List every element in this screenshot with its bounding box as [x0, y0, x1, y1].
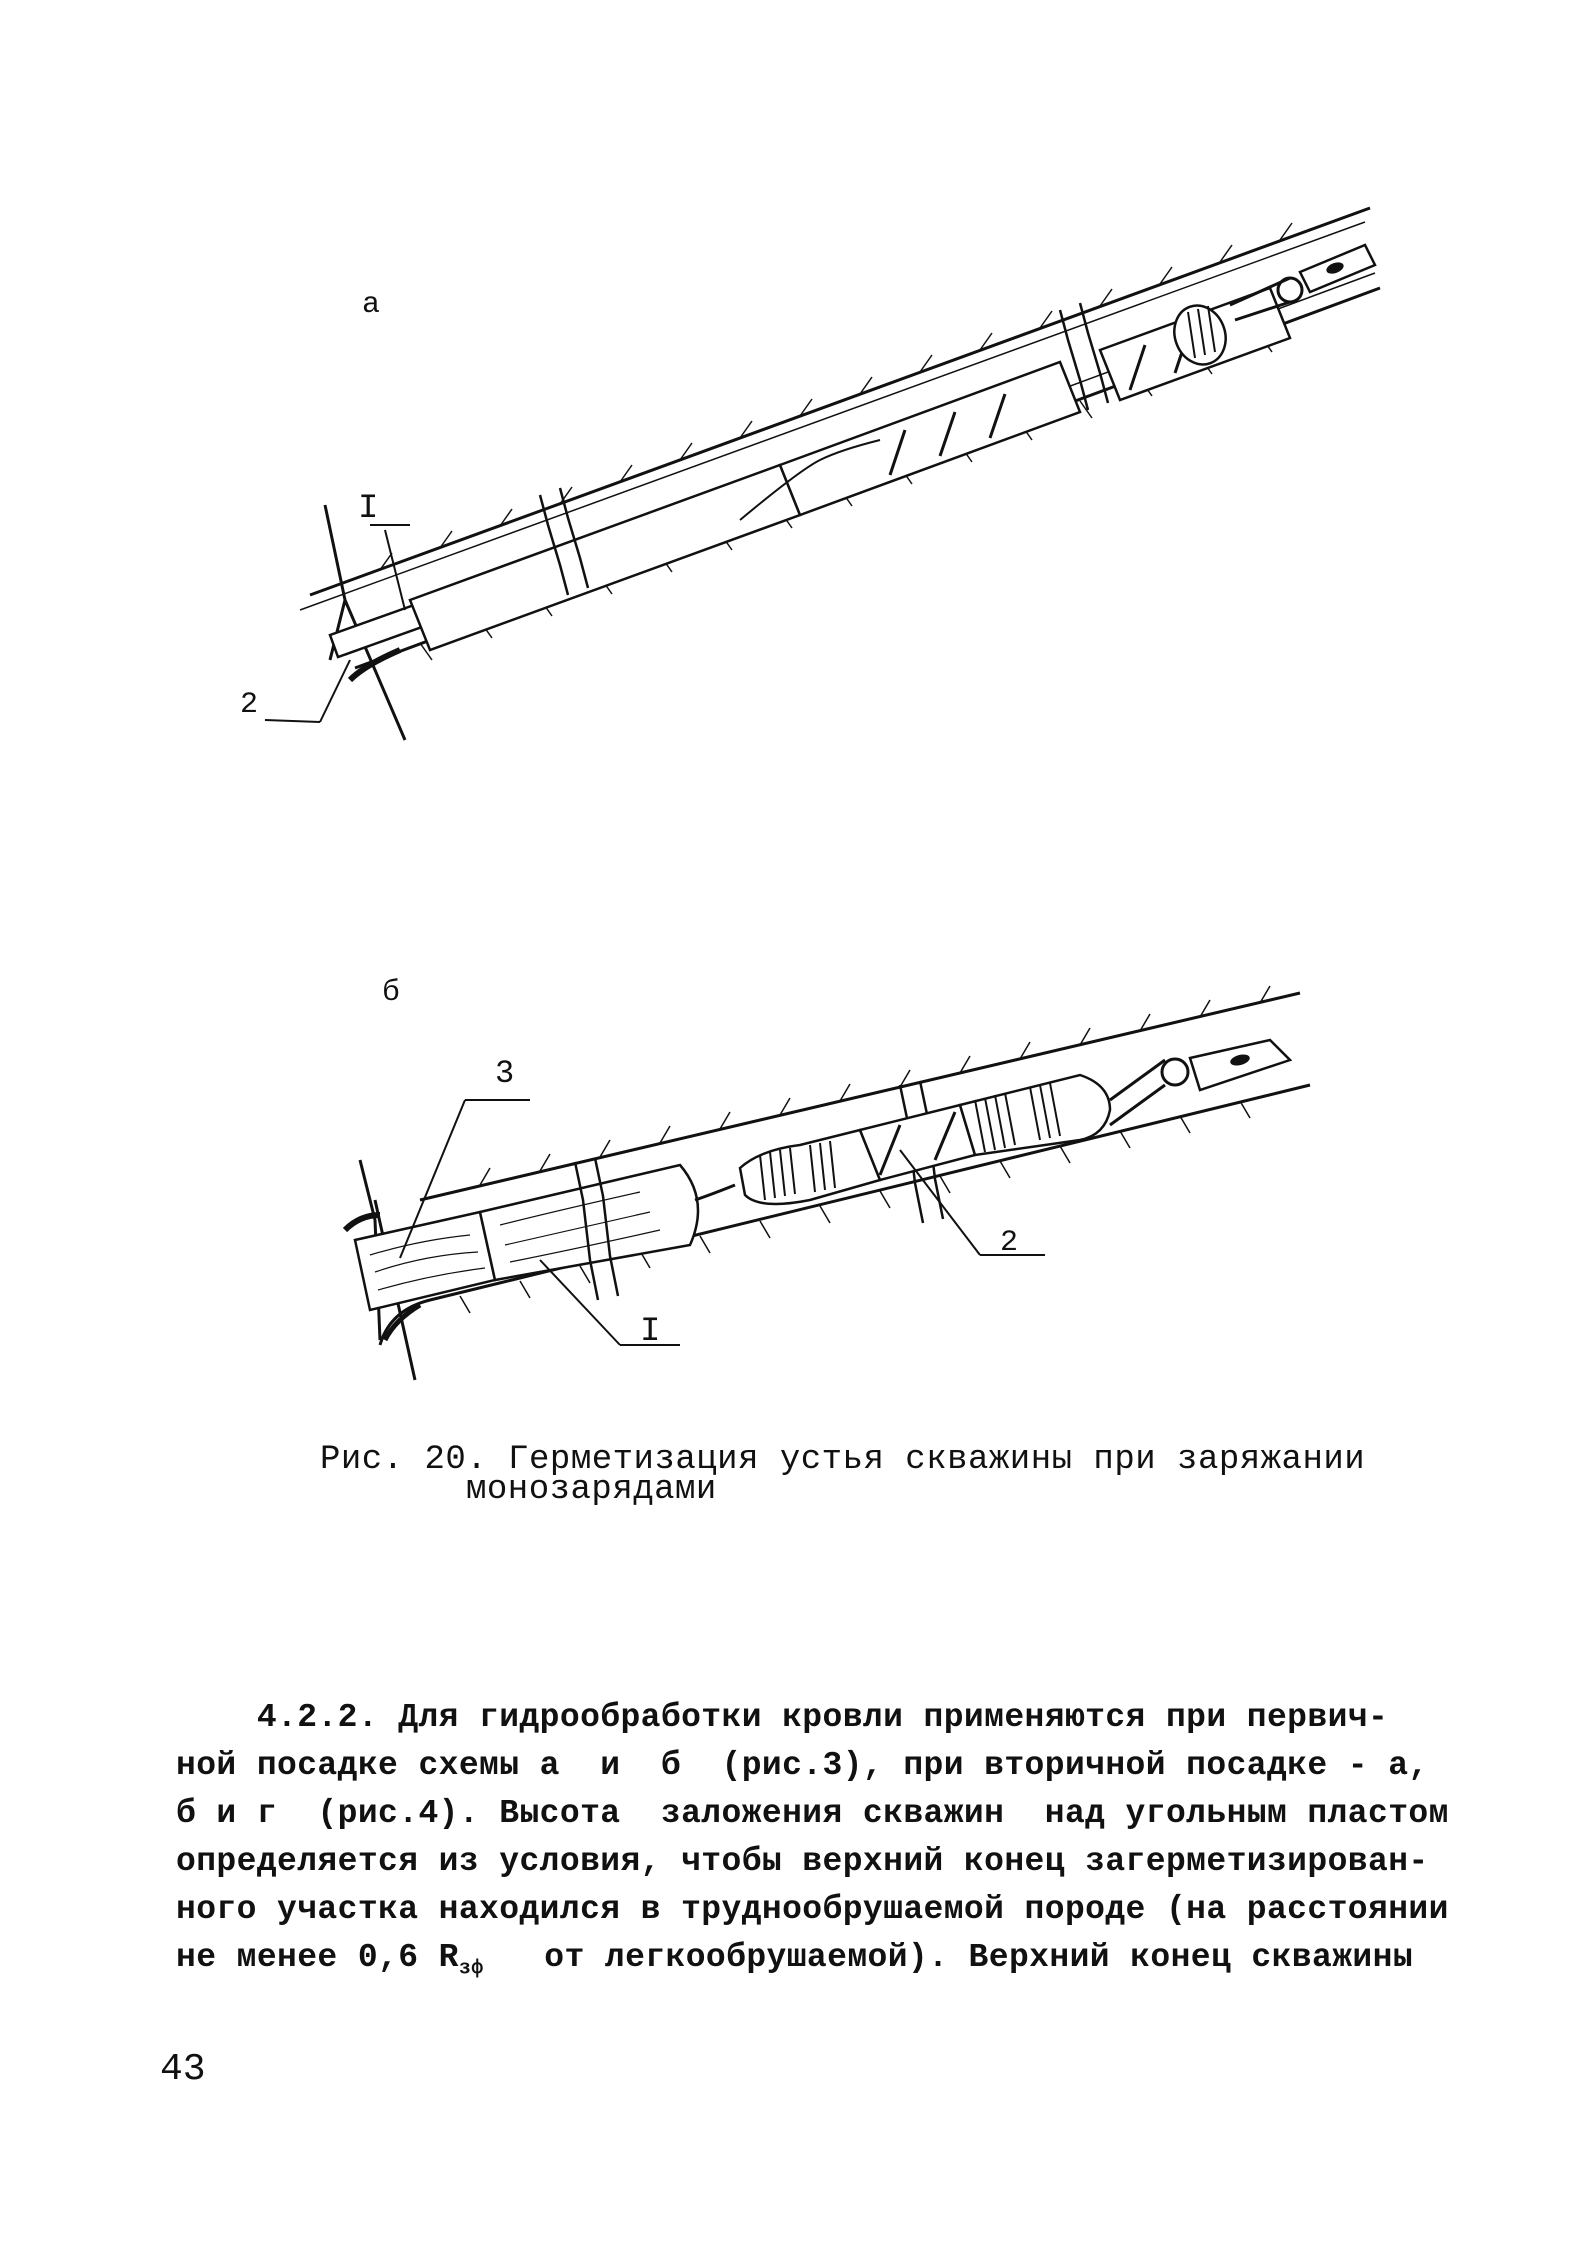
caption-line-2: монозарядами [466, 1471, 717, 1509]
radius-subscript: зф [458, 1957, 484, 1981]
paragraph-line-1: 4.2.2. Для гидрообработки кровли применяются при первич- [176, 1699, 1389, 1736]
paragraph-line-4: определяется из условия, чтобы верхний конец загерметизирован- [176, 1843, 1429, 1880]
paragraph-line-2: ной посадке схемы а и б (рис.3), при вторичной посадке - а, [176, 1747, 1429, 1784]
water-cartridge-b [480, 1165, 698, 1280]
paragraph-line-6 [176, 1934, 1446, 1994]
caption-line-1: Рис. 20. Герметизация устья скважины при заряжании [320, 1441, 1366, 1479]
paragraph-line-6-end: от легкообрушаемой). Верхний конец скважины [483, 1939, 1414, 1976]
panel-b-label: б [382, 976, 401, 1010]
callout-a-2: 2 [240, 688, 259, 722]
page-number: 43 [160, 2048, 206, 2091]
callout-b-1: I [640, 1313, 661, 1351]
callout-b-3: 3 [495, 1055, 515, 1092]
callout-a-1: I [358, 490, 379, 528]
callout-b-2: 2 [1000, 1226, 1019, 1260]
figure-caption [320, 1441, 1370, 1509]
body-paragraph [176, 1694, 1449, 1994]
paragraph-line-5: ного участка находился в труднообрушаемой породе (на расстоянии [176, 1891, 1449, 1928]
panel-a-label: а [362, 288, 381, 322]
paragraph-line-3: б и г (рис.4). Высота заложения скважин над угольным пластом [176, 1795, 1449, 1832]
paragraph-line-6-start: не менее 0,6 R [176, 1939, 459, 1976]
